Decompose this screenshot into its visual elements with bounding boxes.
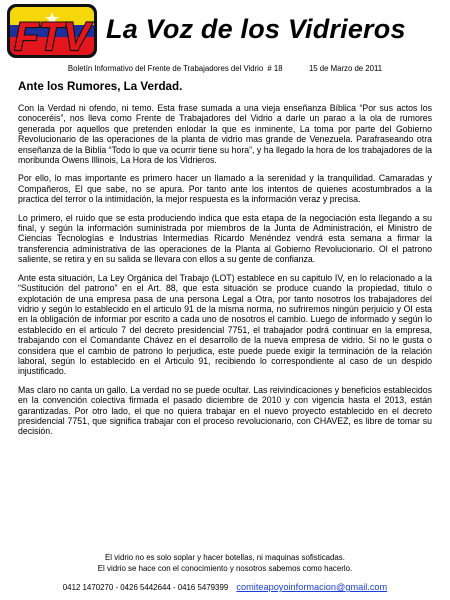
footer <box>0 553 450 592</box>
phone-numbers: 0412 1470270 - 0426 5442644 - 0416 5479399 <box>62 583 229 592</box>
article-paragraph-5: Mas claro no canta un gallo. La verdad no se puede ocultar. Las reivindicaciones y beneficios establecidos en la convención colectiva firmada el pasado diciembre de 2010 y con vigencia hasta el 2013, están garantizadas. Por otro lado, el que no quiera trabajar en el nuevo proyecto establecido en el decreto presidencial 7751, que significa trabajar con el proceso revolucionario, con CHAVEZ, es libre de tomar su decisión. <box>18 384 432 437</box>
article-paragraph-1: Con la Verdad ni ofendo, ni temo. Esta frase sumada a una vieja enseñanza Bíblica “Por sus actos los conoceréis”, nos lleva como Frente de Trabajadores del Vidrio a darle un parao a la ola de rumores generada por aquellos que pretenden enlodar la que es inminente, La toma por parte del Gobierno Revolucionario de las operaciones de la planta de vidrio mas grande de Venezuela. Parafraseando otra enseñanza de la Biblia “Todo lo que va ocurrir tiene su hora”, y ha llegado la hora de los trabajadores de la moribunda Owens Illinois, La Hora de los Vidrieros. <box>18 103 432 166</box>
ftv-logo <box>6 3 98 59</box>
email-link[interactable]: comiteapoyoinformacion@gmail.com <box>236 582 388 592</box>
article-paragraph-4: Ante esta situación, La Ley Orgánica del Trabajo (LOT) establece en su capitulo IV, en lo relacionado a la “Sustitución del patrono” en el Art. 88, que esta situación se produce cuando la propiedad, titulo o explotación de una empresa pasa de una persona Legal a Otra, por tanto nosotros los trabajadores del vidrio y según lo establecido en el articulo 91 de la misma norma, no sufriremos ningún perjuicio y OI esta en la obligación de informar por escrito a cada uno de nosotros el cambio. Luego de informado y según lo establecido en el articulo 7 del decreto presidencial 7751, el trabajador podrá continuar en la empresa, trabajando con el Comandante Chávez en el desarrollo de la nueva empresa de vidrio. Si no le gusta o considera que el cambio de patrono lo perjudica, este puede puede exigir la terminación de la relación laboral, según lo establecido en el Articulo 91, recibiendo lo correspondiente al caso de un despido injustificado. <box>18 272 432 377</box>
article-paragraph-3: Lo primero, el ruido que se esta produciendo indica que esta etapa de la negociación esta llegando a su final, y según la información suministrada por miembros de la Junta de Administración, el Ministro de Ciencias Tecnologías e Industrias Intermedias Ricardo Menéndez vendrá esta semana a firmar la transferencia administrativa de las operaciones de la Planta al Gobierno Revolucionario. Ol el patrono saliente, se retira y en su salida se llevara con ellos a su gente de confianza. <box>18 212 432 265</box>
header <box>0 0 450 78</box>
article <box>18 80 432 445</box>
article-headline: Ante los Rumores, La Verdad. <box>18 80 183 93</box>
footer-motto-2: El vidrio se hace con el conocimiento y nosotros sabemos como hacerlo. <box>97 563 353 573</box>
issue-number: # 18 <box>267 64 283 73</box>
article-paragraph-2: Por ello, lo mas importante es primero hacer un llamado a la serenidad y la tranquilidad. Camaradas y Compañeros, El que sabe, no se apura. Por tanto ante los intentos de quienes acostumbrados a la practica del terror o la intimidación, la mejor respuesta es la información veraz y precisa. <box>18 173 432 205</box>
bulletin-name: Boletín Informativo del Frente de Trabajadores del Vidrio <box>67 64 264 73</box>
contact-line <box>0 582 450 592</box>
bulletin-line <box>0 64 450 73</box>
issue-date: 15 de Marzo de 2011 <box>308 64 383 73</box>
logo-text: FTV <box>14 15 90 59</box>
masthead-title: La Voz de los Vidrieros <box>106 14 406 44</box>
footer-motto-1: El vidrio no es solo soplar y hacer botellas, ni maquinas sofisticadas. <box>105 553 345 562</box>
